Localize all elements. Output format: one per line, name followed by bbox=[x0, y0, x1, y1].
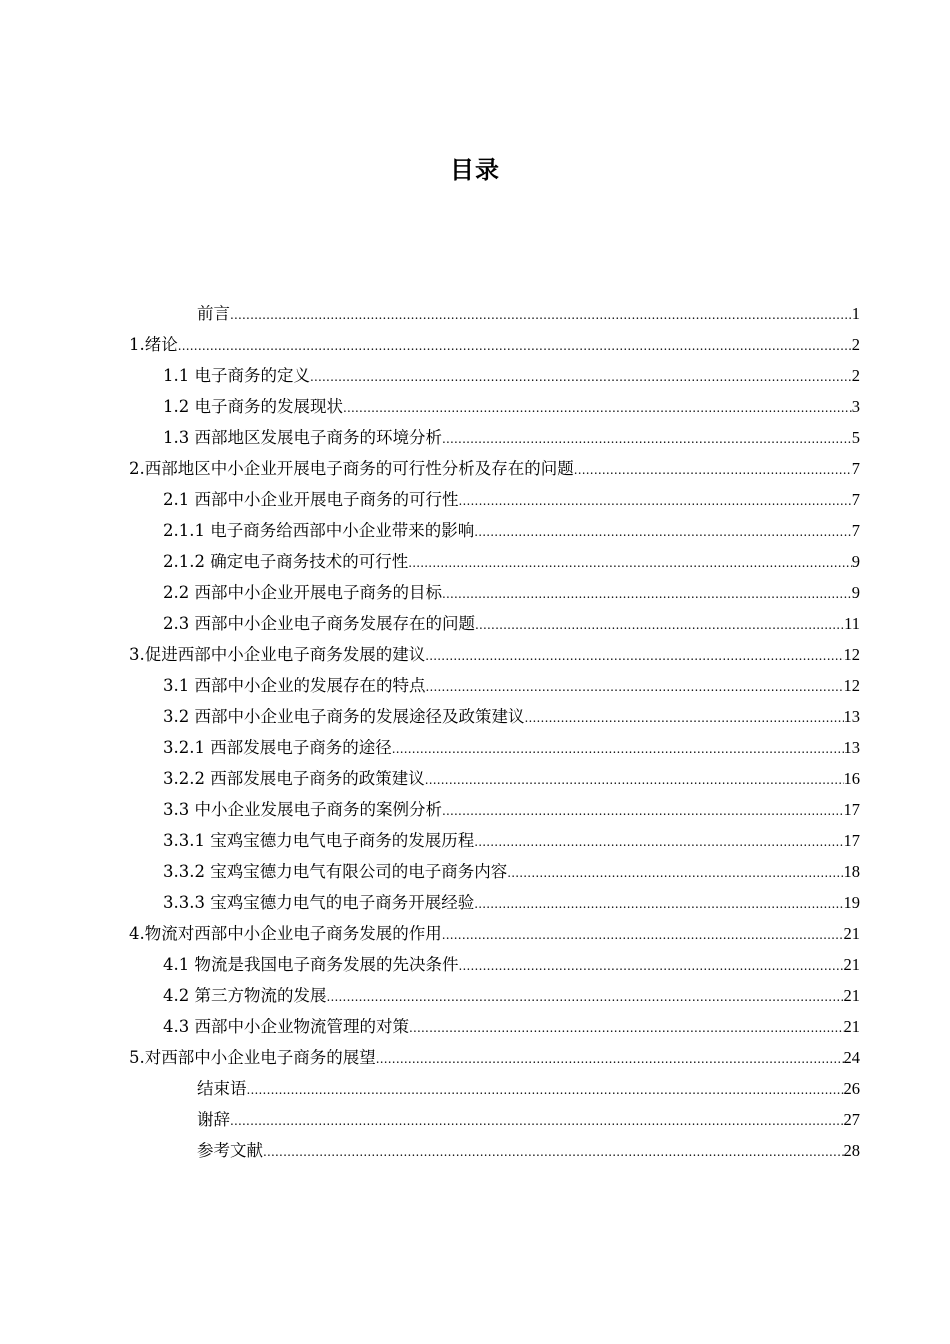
toc-page-number: 1 bbox=[851, 304, 860, 323]
toc-entry[interactable] bbox=[163, 887, 860, 918]
toc-entry-title: 1.3 西部地区发展电子商务的环境分析 bbox=[163, 428, 442, 447]
toc-entry-title: 4.物流对西部中小企业电子商务发展的作用 bbox=[129, 924, 442, 943]
toc-page-number: 3 bbox=[851, 397, 860, 416]
toc-dot-leader bbox=[475, 608, 844, 639]
toc-page-number: 27 bbox=[843, 1110, 860, 1129]
toc-entry-title: 结束语 bbox=[197, 1079, 247, 1098]
toc-entry-title: 前言 bbox=[197, 304, 230, 323]
toc-dot-leader bbox=[426, 670, 844, 701]
toc-entry[interactable] bbox=[197, 1104, 860, 1135]
toc-page-number: 13 bbox=[843, 738, 860, 757]
toc-dot-leader bbox=[442, 918, 844, 949]
toc-dot-leader bbox=[178, 329, 852, 360]
toc-dot-leader bbox=[392, 732, 844, 763]
toc-entry-title: 2.2 西部中小企业开展电子商务的目标 bbox=[163, 583, 442, 602]
toc-dot-leader bbox=[459, 949, 844, 980]
toc-entry[interactable] bbox=[163, 360, 860, 391]
toc-dot-leader bbox=[425, 639, 843, 670]
toc-entry[interactable] bbox=[163, 949, 860, 980]
toc-entry-title: 3.3.1 宝鸡宝德力电气电子商务的发展历程 bbox=[163, 831, 475, 850]
toc-page-number: 26 bbox=[843, 1079, 860, 1098]
toc-page-number: 21 bbox=[843, 986, 860, 1005]
toc-dot-leader bbox=[474, 887, 843, 918]
toc-page-number: 7 bbox=[851, 459, 860, 478]
toc-dot-leader bbox=[343, 391, 852, 422]
toc-entry[interactable] bbox=[163, 546, 860, 577]
toc-entry-title: 3.促进西部中小企业电子商务发展的建议 bbox=[129, 645, 426, 664]
toc-entry-title: 3.1 西部中小企业的发展存在的特点 bbox=[163, 676, 426, 695]
toc-entry-title: 1.2 电子商务的发展现状 bbox=[163, 397, 343, 416]
toc-entry-title: 4.1 物流是我国电子商务发展的先决条件 bbox=[163, 955, 459, 974]
toc-page-number: 2 bbox=[851, 366, 860, 385]
toc-page-number: 19 bbox=[843, 893, 860, 912]
toc-entry-title: 2.3 西部中小企业电子商务发展存在的问题 bbox=[163, 614, 475, 633]
page-title: 目录 bbox=[450, 156, 500, 184]
toc-entry-title: 2.西部地区中小企业开展电子商务的可行性分析及存在的问题 bbox=[129, 459, 574, 478]
toc-entry[interactable] bbox=[129, 918, 860, 949]
toc-entry-title: 3.3.2 宝鸡宝德力电气有限公司的电子商务内容 bbox=[163, 862, 508, 881]
toc-dot-leader bbox=[442, 794, 844, 825]
toc-page-number: 2 bbox=[851, 335, 860, 354]
toc-entry[interactable] bbox=[129, 453, 860, 484]
toc-dot-leader bbox=[425, 763, 844, 794]
toc-page-number: 21 bbox=[843, 924, 860, 943]
toc-page-number: 12 bbox=[843, 676, 860, 695]
toc-entry-title: 参考文献 bbox=[197, 1141, 263, 1160]
toc-entry-title: 3.3 中小企业发展电子商务的案例分析 bbox=[163, 800, 442, 819]
toc-page-number: 24 bbox=[843, 1048, 860, 1067]
toc-entry[interactable] bbox=[163, 732, 860, 763]
toc-page-number: 13 bbox=[843, 707, 860, 726]
toc-dot-leader bbox=[507, 856, 843, 887]
toc-entry[interactable] bbox=[163, 763, 860, 794]
toc-page-number: 5 bbox=[851, 428, 860, 447]
toc-entry[interactable] bbox=[129, 1042, 860, 1073]
toc-dot-leader bbox=[247, 1073, 844, 1104]
toc-entry-title: 4.3 西部中小企业物流管理的对策 bbox=[163, 1017, 409, 1036]
toc-page-number: 17 bbox=[843, 831, 860, 850]
toc-dot-leader bbox=[376, 1042, 844, 1073]
toc-dot-leader bbox=[442, 422, 852, 453]
toc-dot-leader bbox=[474, 825, 843, 856]
toc-dot-leader bbox=[574, 453, 852, 484]
toc-dot-leader bbox=[327, 980, 844, 1011]
toc-page-number: 9 bbox=[851, 552, 860, 571]
toc-page-number: 7 bbox=[851, 521, 860, 540]
toc-entry[interactable] bbox=[163, 794, 860, 825]
toc-entry-title: 4.2 第三方物流的发展 bbox=[163, 986, 327, 1005]
toc-dot-leader bbox=[459, 484, 852, 515]
toc-entry[interactable] bbox=[163, 577, 860, 608]
toc-page-number: 7 bbox=[851, 490, 860, 509]
toc-entry[interactable] bbox=[163, 515, 860, 546]
toc-entry[interactable] bbox=[163, 856, 860, 887]
toc-page-number: 16 bbox=[843, 769, 860, 788]
toc-entry[interactable] bbox=[163, 608, 860, 639]
toc-entry-title: 1.绪论 bbox=[129, 335, 178, 354]
toc-entry[interactable] bbox=[163, 391, 860, 422]
toc-page-number: 21 bbox=[843, 955, 860, 974]
toc-entry[interactable] bbox=[129, 329, 860, 360]
toc-entry-title: 5.对西部中小企业电子商务的展望 bbox=[129, 1048, 376, 1067]
toc-entry-title: 2.1 西部中小企业开展电子商务的可行性 bbox=[163, 490, 459, 509]
toc-entry[interactable] bbox=[197, 1135, 860, 1166]
toc-entry[interactable] bbox=[197, 298, 860, 329]
toc-dot-leader bbox=[409, 1011, 844, 1042]
toc-dot-leader bbox=[474, 515, 852, 546]
toc-entry-title: 3.2.2 西部发展电子商务的政策建议 bbox=[163, 769, 425, 788]
toc-dot-leader bbox=[230, 1104, 844, 1135]
toc-dot-leader bbox=[263, 1135, 844, 1166]
toc-entry[interactable] bbox=[163, 825, 860, 856]
toc-entry[interactable] bbox=[163, 1011, 860, 1042]
toc-entry[interactable] bbox=[163, 422, 860, 453]
toc-entry-title: 1.1 电子商务的定义 bbox=[163, 366, 310, 385]
toc-page-number: 9 bbox=[851, 583, 860, 602]
toc-page-number: 21 bbox=[843, 1017, 860, 1036]
toc-entry[interactable] bbox=[163, 980, 860, 1011]
toc-entry-title: 3.2 西部中小企业电子商务的发展途径及政策建议 bbox=[163, 707, 525, 726]
toc-dot-leader bbox=[408, 546, 852, 577]
toc-entry[interactable] bbox=[163, 701, 860, 732]
toc-entry[interactable] bbox=[129, 639, 860, 670]
toc-page-number: 11 bbox=[844, 614, 860, 633]
toc-page-number: 28 bbox=[843, 1141, 860, 1160]
toc-dot-leader bbox=[230, 298, 852, 329]
toc-entry-title: 2.1.1 电子商务给西部中小企业带来的影响 bbox=[163, 521, 475, 540]
toc-page-number: 12 bbox=[843, 645, 860, 664]
toc-entry[interactable] bbox=[197, 1073, 860, 1104]
toc-entry[interactable] bbox=[163, 670, 860, 701]
toc-dot-leader bbox=[310, 360, 852, 391]
toc-dot-leader bbox=[525, 701, 844, 732]
table-of-contents bbox=[0, 298, 950, 1166]
toc-entry[interactable] bbox=[163, 484, 860, 515]
toc-page-number: 17 bbox=[843, 800, 860, 819]
toc-entry-title: 3.2.1 西部发展电子商务的途径 bbox=[163, 738, 392, 757]
toc-entry-title: 2.1.2 确定电子商务技术的可行性 bbox=[163, 552, 409, 571]
toc-page-number: 18 bbox=[843, 862, 860, 881]
toc-entry-title: 谢辞 bbox=[197, 1110, 230, 1129]
toc-entry-title: 3.3.3 宝鸡宝德力电气的电子商务开展经验 bbox=[163, 893, 475, 912]
toc-dot-leader bbox=[442, 577, 852, 608]
